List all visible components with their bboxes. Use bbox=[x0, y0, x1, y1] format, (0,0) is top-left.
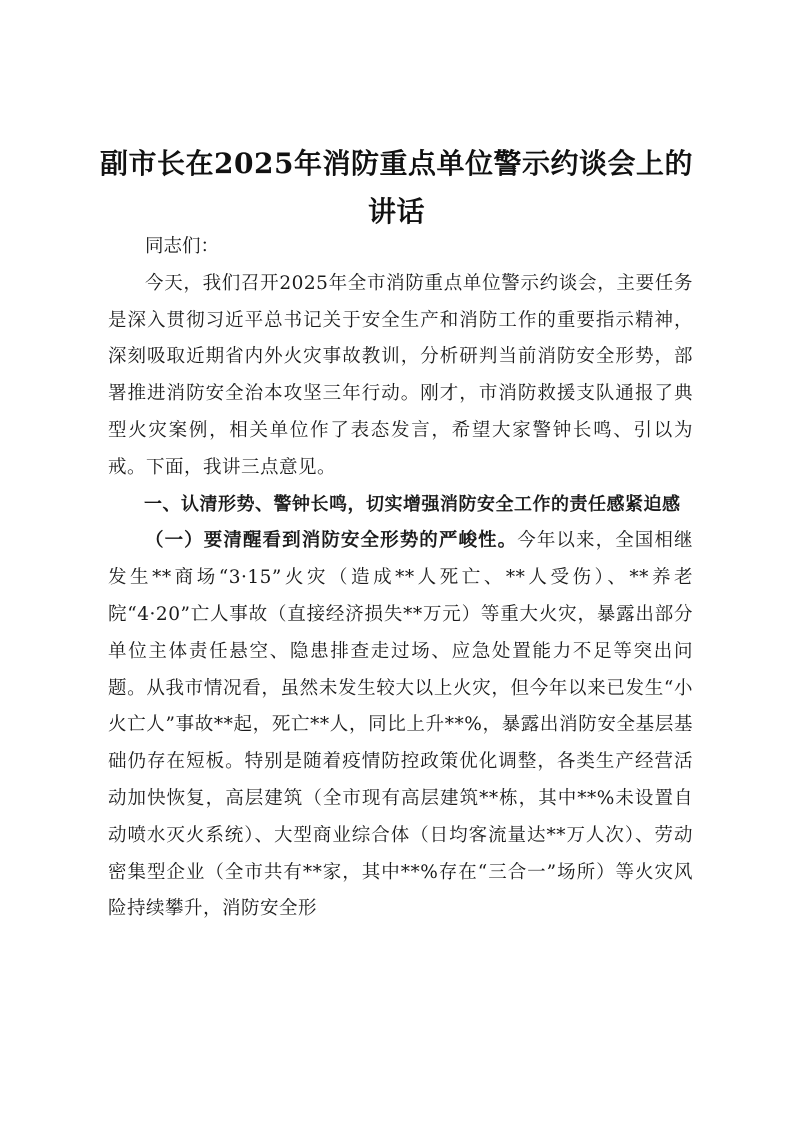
subsection-lead-1: （一）要清醒看到消防安全形势的严峻性。 bbox=[145, 530, 518, 552]
section-heading-1: 一、认清形势、警钟长鸣，切实增强消防安全工作的责任感紧迫感 bbox=[144, 493, 681, 515]
greeting: 同志们： bbox=[145, 236, 220, 257]
document-title: 副市长在2025年消防重点单位警示约谈会上的讲话 bbox=[100, 147, 693, 228]
document-body bbox=[108, 229, 693, 928]
subsection-text-1: 今年以来，全国相继发生**商场“3·15”火灾（造成**人死亡、**人受伤）、**养老院“4·20”亡人事故（直接经济损失**万元）等重大火灾，暴露出部分单位主体责任悬空、隐患排查走过场、应急处置能力不足等突出问题。从我市情况看，虽然未发生较大以上火灾，但今年以来已发生“小火亡人”事故**起，死亡**人，同比上升**%，暴露出消防安全基层基础仍存在短板。特别是随着疫情防控政策优化调整，各类生产经营活动加快恢复，高层建筑（全市现有高层建筑**栋，其中**%未设置自动喷水灭火系统）、大型商业综合体（日均客流量达**万人次）、劳动密集型企业（全市共有**家，其中**%存在“三合一”场所）等火灾风险持续攀升，消防安全形 bbox=[108, 530, 693, 920]
subsection-paragraph-1 bbox=[108, 523, 693, 928]
intro-paragraph: 今天，我们召开2025年全市消防重点单位警示约谈会，主要任务是深入贯彻习近平总书记关于安全生产和消防工作的重要指示精神，深刻吸取近期省内外火灾事故教训，分析研判当前消防安全形势，部署推进消防安全治本攻坚三年行动。刚才，市消防救援支队通报了典型火灾案例，相关单位作了表态发言，希望大家警钟长鸣、引以为戒。下面，我讲三点意见。 bbox=[108, 272, 693, 478]
